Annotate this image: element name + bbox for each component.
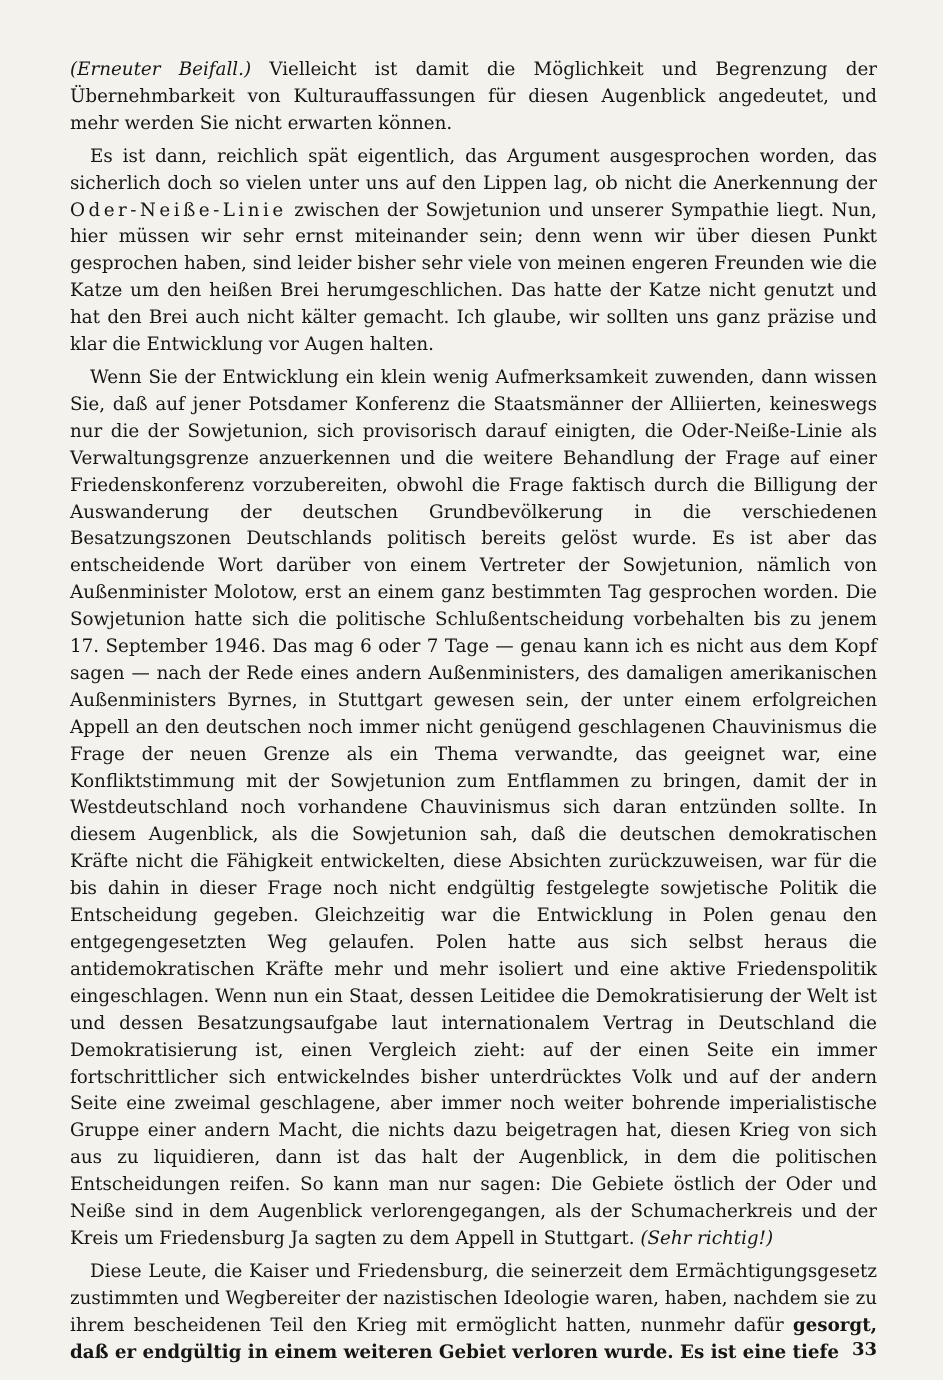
interjection-note: (Sehr richtig!) <box>640 1227 774 1249</box>
paragraph-4 <box>70 1259 877 1367</box>
paragraph-1 <box>70 57 877 138</box>
paragraph-2-text-b: zwischen der Sowjetunion und unserer Sympathie liegt. Nun, hier müssen wir sehr ernst miteinander sein; denn wenn wir über diesen Punkt gesprochen haben, sind leider bisher sehr viele von meinen engeren Freunden wie die Katze um den heißen Brei herumgeschlichen. Das hatte der Katze nicht genutzt und hat den Brei auch nicht kälter gemacht. Ich glaube, wir sollten uns ganz präzise und klar die Entwicklung vor Augen halten. <box>70 199 877 356</box>
applause-note: (Erneuter Beifall.) <box>70 59 252 80</box>
paragraph-2-text-a: Es ist dann, reichlich spät eigentlich, das Argument ausgesprochen worden, das sicherlich doch so vielen unter uns auf den Lippen lag, ob nicht die Anerkennung der <box>70 145 877 194</box>
paragraph-3-text: Wenn Sie der Entwicklung ein klein wenig Aufmerksamkeit zuwenden, dann wissen Sie, daß auf jener Potsdamer Konferenz die Staatsmänner der Alliierten, keineswegs nur die der Sowjetunion, sich provisorisch darauf einigten, die Oder-Neiße-Linie als Verwaltungsgrenze anzuerkennen und die weitere Behandlung der Frage auf einer Friedenskonferenz vorzubereiten, obwohl die Frage faktisch durch die Billigung der Auswanderung der deutschen Grundbevölkerung in die verschiedenen Besatzungszonen Deutschlands politisch bereits gelöst wurde. Es ist aber das entscheidende Wort darüber von einem Vertreter der Sowjetunion, nämlich von Außenminister Molotow, erst an einem ganz bestimmten Tag gesprochen worden. Die Sowjetunion hatte sich die politische Schlußentscheidung vorbehalten bis zu jenem 17. September 1946. Das mag 6 oder 7 Tage — genau kann ich es nicht aus dem Kopf sagen — nach der Rede eines andern Außenministers, des damaligen amerikanischen Außenministers Byrnes, in Stuttgart gewesen sein, der unter einem erfolgreichen Appell an den deutschen noch immer nicht genügend geschlagenen Chauvinismus die Frage der neuen Grenze als ein Thema verwandte, das geeignet war, eine Konfliktstimmung mit der Sowjetunion zum Entflammen zu bringen, damit der in Westdeutschland noch vorhandene Chauvinismus sich daran entzünden sollte. In diesem Augenblick, als die Sowjetunion sah, daß die deutschen demokratischen Kräfte nicht die Fähigkeit entwickelten, diese Absichten zurückzuweisen, war für die bis dahin in dieser Frage noch nicht endgültig festgelegte sowjetische Politik die Entscheidung gegeben. Gleichzeitig war die Entwicklung in Polen genau den entgegengesetzten Weg gelaufen. Polen hatte aus sich selbst heraus die antidemokratischen Kräfte mehr und mehr isoliert und eine aktive Friedenspolitik eingeschlagen. Wenn nun ein Staat, dessen Leitidee die Demokratisierung der Welt ist und dessen Besatzungsaufgabe laut internationalem Vertrag in Deutschland die Demokratisierung ist, einen Vergleich zieht: auf der einen Seite ein immer fortschrittlicher sich entwickelndes bisher unterdrücktes Volk und auf der andern Seite eine zweimal geschlagene, aber immer noch weiter bohrende imperialistische Gruppe einer andern Macht, die nichts dazu beigetragen hat, diesen Krieg von sich aus zu liquidieren, dann ist das halt der Augenblick, in dem die politischen Entscheidungen reifen. So kann man nur sagen: Die Gebiete östlich der Oder und Neiße sind in dem Augenblick verlorengegangen, als der Schumacherkreis und der Kreis um Friedensburg Ja sagten zu dem Appell in Stuttgart. <box>70 366 877 1249</box>
spaced-term: Oder-Neiße-Linie <box>70 199 287 221</box>
paragraph-2 <box>70 144 877 359</box>
paragraph-3 <box>70 365 877 1253</box>
paragraph-4-text: Diese Leute, die Kaiser und Friedensburg, die seinerzeit dem Ermächtigungsgesetz zustimmten und Wegbereiter der nazistischen Ideologie waren, haben, nachdem sie zu ihrem bescheidenen Teil den Krieg mit ermöglicht hatten, nunmehr dafür <box>70 1260 878 1336</box>
document-page <box>70 57 877 1373</box>
paragraph-1-text: Vielleicht ist damit die Möglichkeit und Begrenzung der Übernehmbarkeit von Kulturauffassungen für diesen Augenblick angedeutet, und mehr werden Sie nicht erwarten können. <box>70 59 878 134</box>
paragraph-4-bold-tail: gesorgt, daß er endgültig in einem weiteren Gebiet verloren wurde. Es ist eine tiefe <box>70 1314 877 1363</box>
page-number: 33 <box>851 1339 877 1360</box>
